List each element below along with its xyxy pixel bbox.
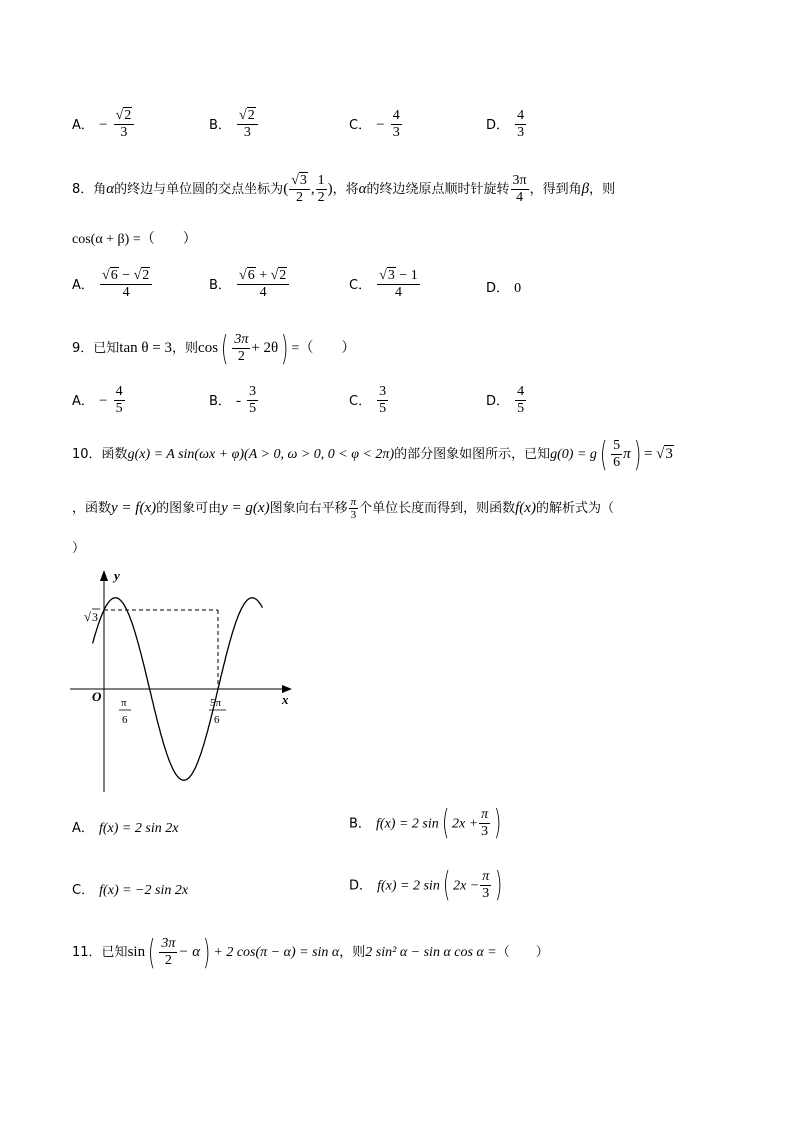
option-label: C． — [349, 278, 372, 293]
q10-option-b[interactable]: B． f(x) = 2 sin( 2x + $\frac{\pi}{3}$ ) — [349, 803, 502, 843]
q8-option-d[interactable] — [486, 277, 521, 297]
option-fraction: $\frac{4}{5}$ — [115, 384, 123, 416]
x-tick1-num: π — [121, 697, 127, 709]
angle-fraction: $\frac{3\pi}{2}$ — [234, 332, 249, 364]
option-label: D． — [486, 118, 510, 133]
q10-option-d[interactable]: D． f(x) = 2 sin( 2x − $\frac{\pi}{3}$ ) — [349, 865, 503, 905]
option-label: C． — [72, 883, 95, 898]
y-tick-value: 3 — [92, 610, 98, 624]
q7-option-c[interactable] — [349, 108, 403, 141]
x-tick1-den: 6 — [122, 714, 128, 726]
option-expression: f(x) = 2 sin 2x — [99, 821, 179, 836]
option-expression: f(x) = −2 sin 2x — [99, 883, 189, 898]
q8-option-a[interactable] — [72, 268, 153, 301]
q10-stem-line2: ，函数y = f(x)的图象可由y = g(x)图象向右平移 $\frac{\pi}{3}$ 个单位长度而得到，则函数f(x)的解析式为（ — [72, 496, 614, 521]
q9-stem: 9．已知tan θ = 3，则cos( $\frac{3\pi}{2}$ + 2θ) =（ ） — [72, 328, 356, 369]
option-fraction: $\frac{√2}{3}$ — [237, 108, 258, 141]
option-label: B． — [209, 394, 231, 409]
q9-option-b[interactable]: B． - $\frac{3}{5}$ — [209, 384, 257, 416]
question-number: 10． — [72, 447, 102, 462]
option-label: D． — [486, 281, 510, 296]
q10-option-a[interactable] — [72, 817, 178, 837]
q10-option-c[interactable] — [72, 879, 188, 899]
rotation-fraction: $\frac{3\pi}{4}$ — [512, 173, 527, 205]
x-tick2-num: 5π — [210, 697, 222, 709]
option-label: C． — [349, 394, 372, 409]
coord-fraction: $\frac{√3}{2}$ — [289, 173, 310, 206]
q8-option-c[interactable] — [349, 268, 421, 301]
option-fraction: $\frac{4}{3}$ — [392, 108, 400, 140]
option-label: A． — [72, 821, 94, 836]
option-label: B． — [209, 118, 231, 133]
q10-graph — [70, 566, 300, 798]
option-fraction: $\frac{3}{5}$ — [379, 384, 387, 416]
q8-stem: 8．角α的终边与单位圆的交点坐标为( $\frac{√3}{2}$ , $\frac{1}{2}$ )，将α的终边绕原点顺时针旋转 $\frac{3\pi}{4}$ ，得到角β，则 — [72, 173, 616, 205]
option-fraction: $\frac{√6 - √2}{4}$ — [100, 268, 152, 301]
option-label: B． — [209, 278, 231, 293]
option-fraction: $\frac{√6 + √2}{4}$ — [237, 268, 289, 301]
option-label: A． — [72, 278, 94, 293]
q8-line2: cos(α + β) =（ ） — [72, 232, 197, 247]
option-fraction: $\frac{√3 - 1}{4}$ — [379, 268, 418, 300]
option-label: A． — [72, 118, 94, 133]
x-tick2-den: 6 — [214, 714, 220, 726]
y-axis-label: y — [114, 568, 120, 583]
q8-option-b[interactable] — [209, 268, 290, 301]
option-label: A． — [72, 394, 94, 409]
q7-option-d[interactable] — [486, 108, 527, 141]
q9-option-d[interactable] — [486, 384, 527, 417]
option-sign: − — [376, 117, 385, 133]
question-number: 9． — [72, 341, 94, 356]
q10-stem-line1: 10．函数g(x) = A sin(ωx + φ)(A > 0, ω > 0, 0 < φ < 2π)的部分图象如图所示，已知g(0) = g( $\frac{5}{6}$ π) = √3 — [72, 434, 673, 475]
coord-fraction: $\frac{1}{2}$ — [317, 173, 325, 205]
option-label: D． — [486, 394, 510, 409]
option-fraction: $\frac{3}{5}$ — [249, 384, 257, 416]
q9-option-a[interactable]: A． − $\frac{4}{5}$ — [72, 384, 123, 416]
y-axis-arrow — [100, 570, 108, 581]
option-label: C． — [349, 118, 372, 133]
x-axis-label: x — [282, 692, 289, 707]
origin-label: O — [92, 689, 102, 704]
q11-stem: 11．已知sin( $\frac{3\pi}{2}$ − α) + 2 cos(π − α) = sin α，则2 sin² α − sin α cos α =（ ） — [72, 932, 549, 973]
option-fraction: $\frac{4}{3}$ — [517, 108, 525, 140]
q10-stem-line3: ） — [72, 541, 86, 556]
q7-option-a[interactable] — [72, 108, 135, 141]
y-tick-radical: √ — [84, 609, 92, 624]
option-sign: − — [99, 117, 108, 133]
option-label: D． — [349, 878, 373, 894]
question-number: 11． — [72, 945, 102, 960]
option-label: B． — [349, 816, 371, 832]
q9-option-c[interactable] — [349, 384, 389, 417]
option-value: 0 — [514, 281, 522, 296]
option-fraction: $\frac{√2}{3}$ — [114, 108, 135, 141]
q7-option-b[interactable] — [209, 108, 259, 141]
option-fraction: $\frac{4}{5}$ — [517, 384, 525, 416]
question-number: 8． — [72, 182, 94, 197]
